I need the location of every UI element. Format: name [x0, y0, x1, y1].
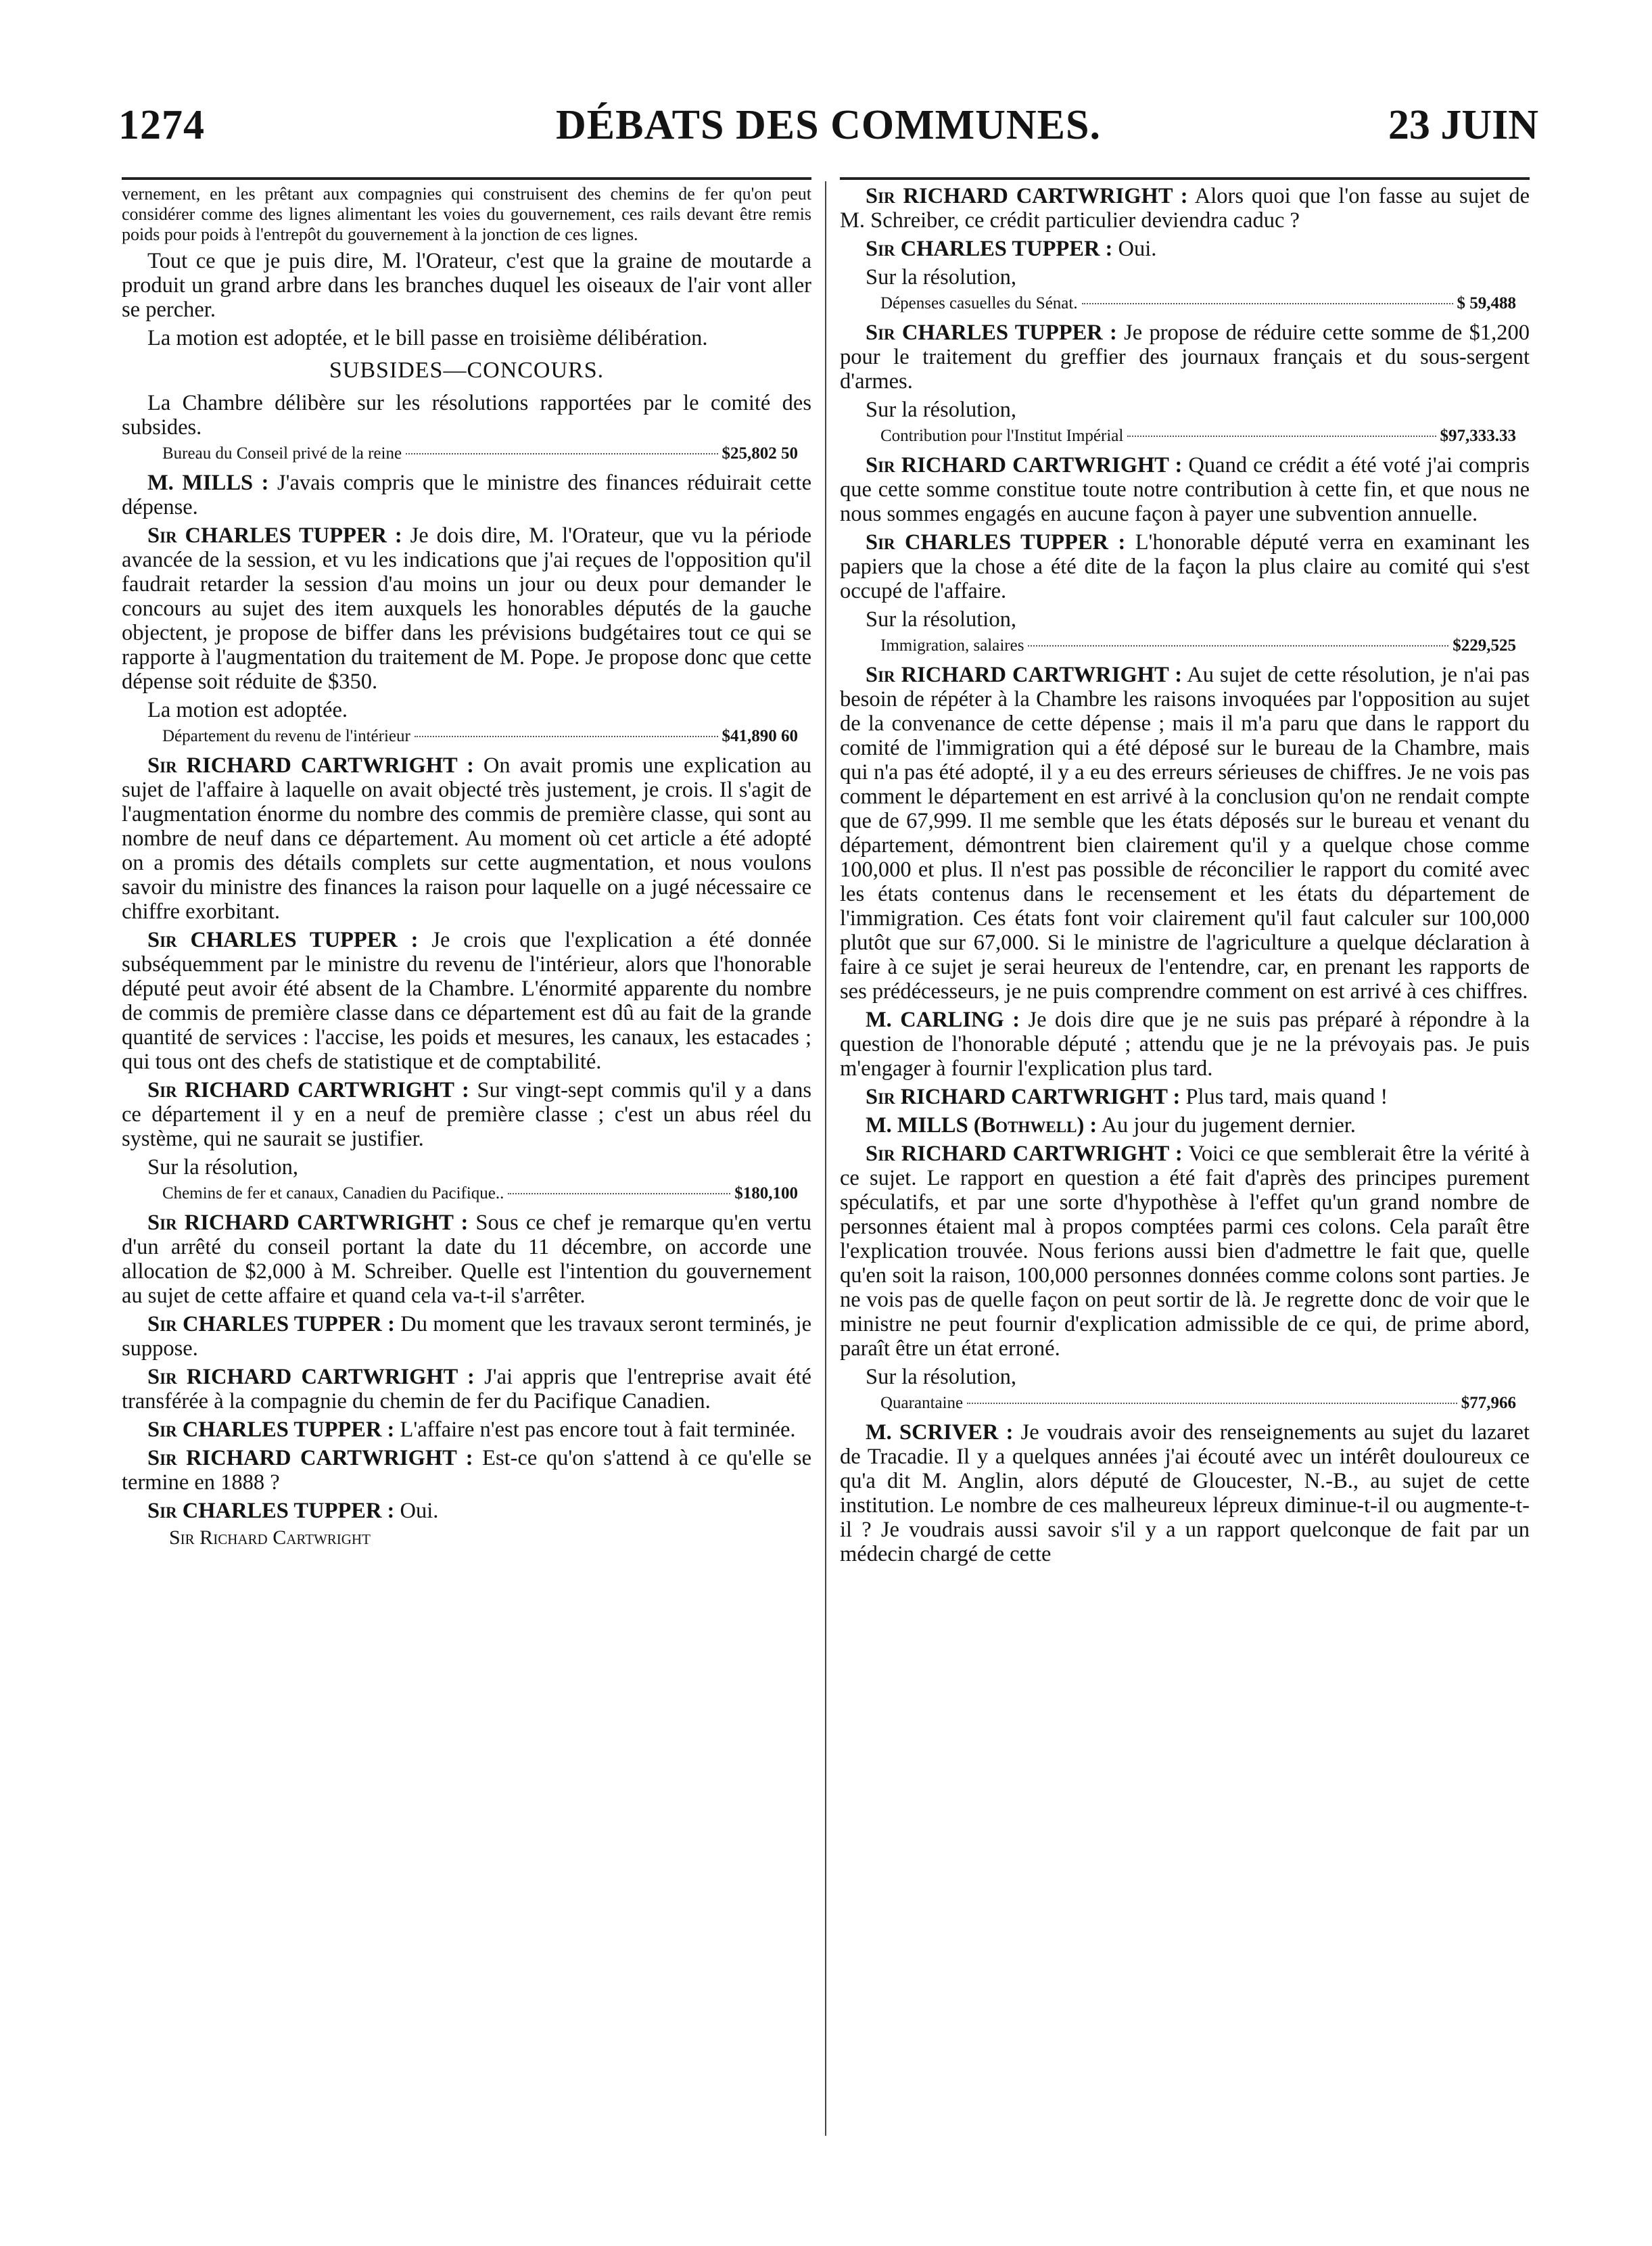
budget-item [122, 444, 811, 464]
budget-item-amount: $77,966 [1461, 1394, 1516, 1412]
speech [840, 1085, 1530, 1109]
paragraph: Sur la résolution, [866, 1365, 1016, 1389]
budget-item-label: Immigration, salaires [880, 636, 1024, 655]
speech-text: Voici ce que semblerait être la vérité à ce sujet. Le rapport en question a été fait d'après des principes purement spéculatifs, et par une sorte d'hypothèse à l'effet qu'un grand nombre de personnes étaient mal à propos comptées parmi ces colons. Cela paraît être l'explication trouvée. Nous ferions aussi bien d'admettre le fait que, quelle qu'en soit la raison, 100,000 personnes données comme colons sont parties. Je ne vois pas de quelle façon on peut sortir de là. Je regrette donc de voir que le ministre ne peut fournir d'explication admissible de ce qui, de prime abord, paraît être un état erroné. [840, 1142, 1530, 1361]
speaker: M. SCRIVER : [866, 1420, 1014, 1445]
speaker: Sir CHARLES TUPPER : [147, 928, 419, 952]
speech-text: L'affaire n'est pas encore tout à fait terminée. [400, 1418, 796, 1442]
speech [840, 184, 1530, 233]
speaker: Sir RICHARD CARTWRIGHT : [866, 1085, 1181, 1109]
speaker: Sir RICHARD CARTWRIGHT : [147, 1365, 475, 1389]
speech-text: Plus tard, mais quand ! [1185, 1085, 1388, 1109]
speaker: Sir RICHARD CARTWRIGHT : [866, 663, 1183, 687]
paragraph: La motion est adoptée, et le bill passe en troisième délibération. [147, 326, 708, 350]
speech-text: Je dois dire, M. l'Orateur, que vu la période avancée de la session, et vu les indications que j'ai reçues de l'opposition qu'il faudrait retarder la session d'au moins un jour ou deux pour demander le concours au sujet des item auxquels les honorables députés de la gauche objectent, je propose de biffer dans les prévisions budgétaires tout ce qui se rapporte à l'augmentation du traitement de M. Pope. Je propose donc que cette dépense soit réduite de $350. [122, 523, 811, 694]
speech [122, 928, 811, 1074]
page-number: 1274 [118, 102, 205, 148]
speech-text: Sous ce chef je remarque qu'en vertu d'un arrêté du conseil portant la date du 11 décembre, on accorde une allocation de $2,000 à M. Schreiber. Quelle est l'intention du gouvernement au sujet de cette affaire et quand cela va-t-il s'arrêter. [122, 1211, 811, 1308]
speech [840, 1420, 1530, 1566]
speech-text: Je voudrais avoir des renseignements au sujet du lazaret de Tracadie. Il y a quelques années j'ai écouté avec un intérêt douloureux ce qu'a dit M. Anglin, alors député de Gloucester, N.-B., au sujet de cette institution. Le nombre de ces malheureux lépreux diminue-t-il ou augmente-t-il ? Je voudrais aussi savoir s'il y a un rapport quelconque de fait par un médecin chargé de cette [840, 1420, 1530, 1566]
budget-item-amount: $ 59,488 [1457, 294, 1516, 312]
header-rule-right [840, 177, 1530, 180]
budget-item [840, 636, 1530, 656]
speaker: Sir RICHARD CARTWRIGHT : [147, 1211, 469, 1235]
speaker: Sir CHARLES TUPPER : [866, 321, 1117, 345]
speech-text: Je dois dire que je ne suis pas préparé à répondre à la question de l'honorable député ; attendu que je ne la prévoyais pas. Je puis m'engager à fournir l'explication plus tard. [840, 1008, 1530, 1081]
speaker: Sir RICHARD CARTWRIGHT : [147, 753, 474, 778]
speech [840, 663, 1530, 1004]
speech-text: Quand ce crédit a été voté j'ai compris que cette somme constitue toute notre contribution à cette fin, et que nous ne nous sommes engagés en aucune façon à payer une subvention annuelle. [840, 453, 1530, 526]
header-date: 23 JUIN [1388, 102, 1538, 148]
budget-item [840, 294, 1530, 314]
budget-item-label: Bureau du Conseil privé de la reine [162, 444, 402, 463]
budget-item-amount: $25,802 50 [722, 444, 798, 463]
budget-item-label: Chemins de fer et canaux, Canadien du Pacifique.. [162, 1184, 504, 1202]
speech-text: Sur vingt-sept commis qu'il y a dans ce département il y en a neuf de première classe ; c'est un abus réel du système, qui ne saurait se justifier. [122, 1078, 812, 1151]
speaker: Sir RICHARD CARTWRIGHT : [866, 453, 1183, 477]
leader-dots [508, 1193, 730, 1194]
leader-dots [415, 736, 718, 737]
budget-item [840, 426, 1530, 446]
leader-dots [967, 1403, 1457, 1404]
page-header [118, 101, 1538, 169]
budget-item [840, 1393, 1530, 1413]
paragraph: Sur la résolution, [866, 265, 1016, 289]
section-heading: SUBSIDES—CONCOURS. [329, 358, 605, 383]
catchword: Sir Richard Cartwright [169, 1526, 371, 1549]
speech [122, 1078, 811, 1151]
paragraph: La Chambre délibère sur les résolutions rapportées par le comité des subsides. [122, 391, 811, 440]
speech [840, 237, 1530, 261]
leader-dots [1082, 303, 1453, 304]
speech-text: Alors quoi que l'on fasse au sujet de M. Schreiber, ce crédit particulier deviendra caduc ? [840, 184, 1530, 233]
speech [122, 1418, 811, 1442]
leader-dots [406, 453, 717, 454]
speaker: Sir RICHARD CARTWRIGHT : [147, 1446, 473, 1470]
speaker: Sir CHARLES TUPPER : [866, 530, 1126, 555]
speaker: M. MILLS : [147, 471, 269, 495]
speaker: Sir CHARLES TUPPER : [147, 523, 402, 548]
paragraph: La motion est adoptée. [147, 698, 348, 722]
budget-item-amount: $41,890 60 [722, 727, 798, 745]
speaker: Sir RICHARD CARTWRIGHT : [866, 1142, 1183, 1166]
speech [840, 1008, 1530, 1081]
speech [122, 1211, 811, 1308]
speech-text: Je crois que l'explication a été donnée subséquemment par le ministre du revenu de l'intérieur, alors que l'honorable député peut avoir été absent de la Chambre. L'énormité apparente du nombre de commis de première classe dans ce département est dû au fait de la grande quantité de services : l'accise, les poids et mesures, les canaux, les estacades ; qui tous ont des chefs de statistique et de comptabilité. [122, 928, 811, 1074]
speaker: M. CARLING : [866, 1008, 1020, 1032]
budget-item-amount: $180,100 [734, 1184, 798, 1202]
running-title: DÉBATS DES COMMUNES. [555, 102, 1102, 148]
budget-item-label: Dépenses casuelles du Sénat. [880, 294, 1078, 312]
speech-text: Je propose de réduire cette somme de $1,200 pour le traitement du greffier des journaux français et du sous-sergent d'armes. [840, 321, 1530, 394]
speaker: Sir CHARLES TUPPER : [147, 1312, 395, 1336]
speech-text: Au jour du jugement dernier. [1101, 1113, 1356, 1138]
paragraph: Tout ce que je puis dire, M. l'Orateur, c'est que la graine de moutarde a produit un grand arbre dans les branches duquel les oiseaux de l'air vont aller se percher. [122, 249, 811, 322]
budget-item [122, 1184, 811, 1204]
paragraph: Sur la résolution, [147, 1155, 298, 1179]
right-column [840, 184, 1530, 1570]
speech-text: J'avais compris que le ministre des finances réduirait cette dépense. [122, 471, 812, 519]
speech [840, 321, 1530, 394]
speech-text: Au sujet de cette résolution, je n'ai pas besoin de répéter à la Chambre les raisons invoquées par l'opposition au sujet de la convenance de cette dépense ; mais il m'a paru que dans le rapport du comité de l'immigration qui a été déposé sur le bureau de la Chambre, mais qui n'a pas été adopté, il y a eu des erreurs sérieuses de chiffres. Je ne vois pas comment le département en est arrivé à la conclusion qu'on ne rendait compte que de 67,999. Il me semble que les états déposés sur le bureau et venant du département, démontrent bien clairement qu'il y a quelque chose comme 100,000 et plus. Il n'est pas possible de réconcilier le rapport du comité avec les états contenus dans le recensement et les états du département de l'immigration. Ces états font voir clairement qu'il faut calculer sur 100,000 plutôt que sur 67,000. Si le ministre de l'agriculture a quelque déclaration à faire à ce sujet je serai heureux de l'entendre, car, en prenant les rapports de ses prédécesseurs, je ne puis comprendre comment on est arrivé à ces chiffres. [840, 663, 1530, 1004]
speech [840, 1113, 1530, 1138]
speaker: Sir CHARLES TUPPER : [147, 1418, 395, 1442]
budget-item [122, 726, 811, 747]
budget-item-amount: $229,525 [1453, 636, 1516, 655]
speech [122, 1499, 811, 1523]
paragraph: Sur la résolution, [866, 398, 1016, 422]
budget-item-label: Département du revenu de l'intérieur [162, 727, 410, 745]
leader-dots [1028, 645, 1448, 647]
speech-text: On avait promis une explication au sujet de l'affaire à laquelle on avait objecté très justement, je crois. Il s'agit de l'augmentation énorme du nombre des commis de première classe, qui sont au nombre de neuf dans ce département. Au moment où cet article a été adopté on a promis des détails complets sur cette augmentation, et nous voulons savoir du ministre des finances la raison pour laquelle on a jugé nécessaire ce chiffre exorbitant. [122, 753, 812, 924]
speaker: Sir RICHARD CARTWRIGHT : [147, 1078, 469, 1102]
speech [122, 1446, 811, 1495]
paragraph: vernement, en les prêtant aux compagnies qui construisent des chemins de fer qu'on peut considérer comme des lignes alimentant les voies du gouvernement, ces rails devant être remis poids pour poids à l'entrepôt du gouvernement à la jonction de ces lignes. [122, 184, 811, 244]
speech [122, 523, 811, 694]
paragraph: Sur la résolution, [866, 607, 1016, 632]
speech [122, 753, 811, 924]
speech [840, 453, 1530, 526]
speech-text: Du moment que les travaux seront terminés, je suppose. [122, 1312, 811, 1361]
leader-dots [1127, 436, 1436, 437]
budget-item-amount: $97,333.33 [1440, 427, 1516, 445]
speech-text: Oui. [400, 1499, 439, 1523]
budget-item-label: Quarantaine [880, 1394, 964, 1412]
header-rule-left [122, 177, 811, 180]
speech-text: Oui. [1118, 237, 1157, 261]
speech-text: L'honorable député verra en examinant les papiers que la chose a été dite de la façon la plus claire au comité qui s'est occupé de l'affaire. [840, 530, 1530, 603]
left-column [122, 184, 811, 1554]
budget-item-label: Contribution pour l'Institut Impérial [880, 427, 1124, 445]
speaker: Sir CHARLES TUPPER : [866, 237, 1113, 261]
speaker: M. MILLS (Bothwell) : [866, 1113, 1098, 1138]
speaker: Sir CHARLES TUPPER : [147, 1499, 395, 1523]
speech [122, 471, 811, 519]
speech [840, 530, 1530, 603]
speaker: Sir RICHARD CARTWRIGHT : [866, 184, 1188, 208]
speech [122, 1312, 811, 1361]
column-divider [825, 181, 826, 2136]
speech [840, 1142, 1530, 1361]
speech-text: J'ai appris que l'entreprise avait été transférée à la compagnie du chemin de fer du Pacifique Canadien. [122, 1365, 811, 1413]
speech-text: Est-ce qu'on s'attend à ce qu'elle se termine en 1888 ? [122, 1446, 811, 1495]
speech [122, 1365, 811, 1413]
